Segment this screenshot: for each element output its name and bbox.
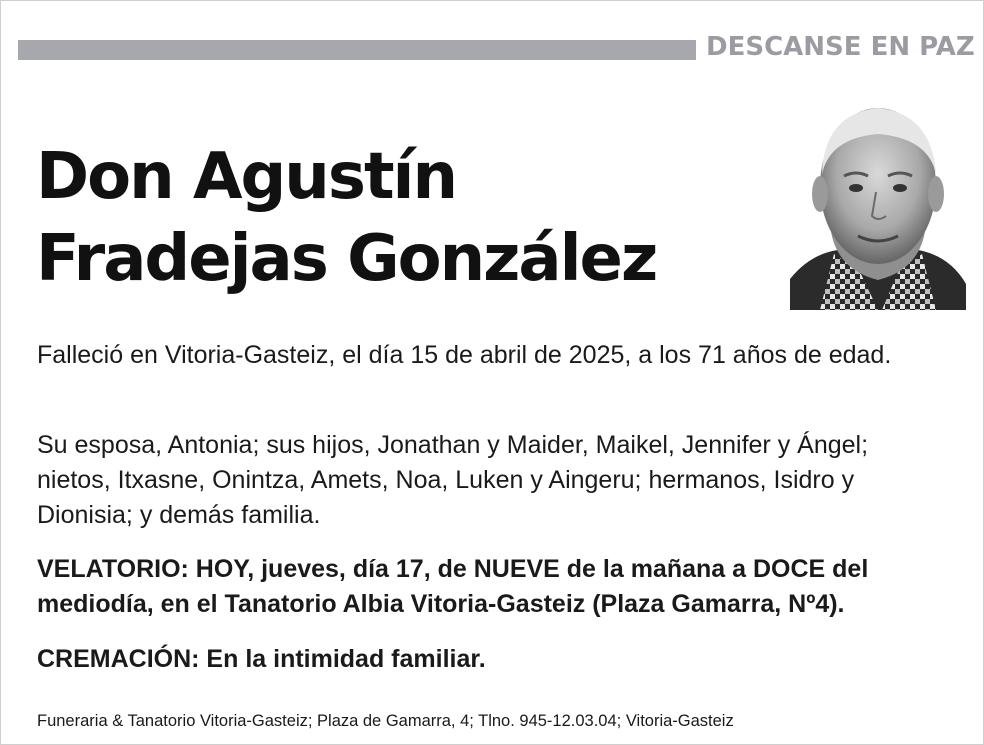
deceased-name: [36, 136, 756, 300]
funeral-home-footer: Funeraria & Tanatorio Vitoria-Gasteiz; Plaza de Gamarra, 4; Tlno. 945-12.03.04; Vitoria-Gasteiz: [37, 712, 734, 730]
portrait-photo: [790, 104, 966, 310]
name-line-1: Don Agustín: [36, 140, 457, 214]
family-paragraph: Su esposa, Antonia; sus hijos, Jonathan y Maider, Maikel, Jennifer y Ángel; nietos, Itxasne, Onintza, Amets, Noa, Luken y Aingeru; hermanos, Isidro y Dionisia; y demás familia.: [37, 431, 869, 529]
cremation-paragraph: CREMACIÓN: En la intimidad familiar.: [37, 645, 486, 673]
header-bar: [18, 40, 696, 60]
name-line-2: Fradejas González: [36, 222, 657, 296]
header-label: DESCANSE EN PAZ: [706, 32, 975, 62]
death-paragraph: Falleció en Vitoria-Gasteiz, el día 15 de abril de 2025, a los 71 años de edad.: [37, 341, 892, 369]
wake-paragraph: VELATORIO: HOY, jueves, día 17, de NUEVE de la mañana a DOCE del mediodía, en el Tanatorio Albia Vitoria-Gasteiz (Plaza Gamarra, Nº4).: [37, 555, 869, 618]
